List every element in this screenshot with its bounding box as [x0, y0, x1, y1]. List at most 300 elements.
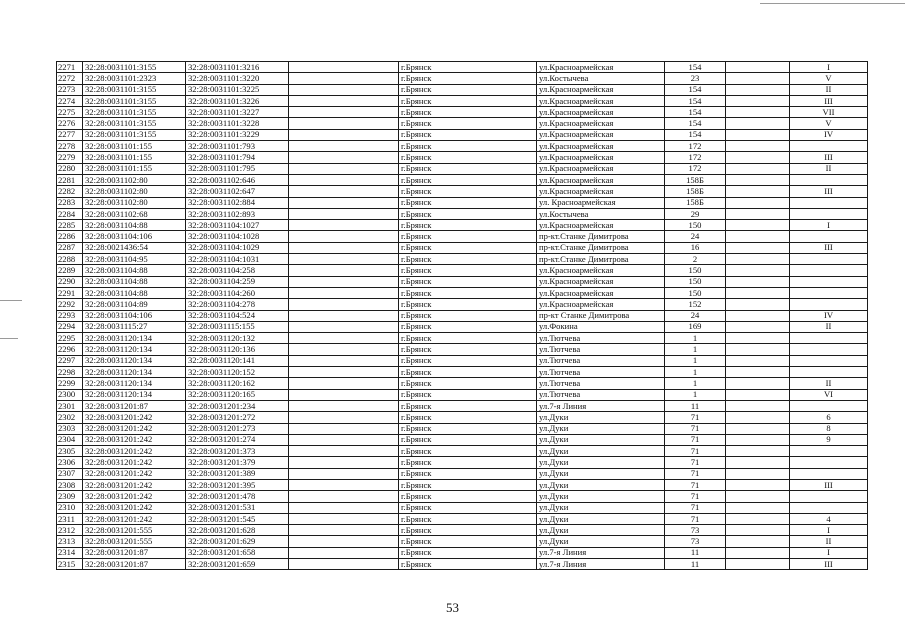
- cell-apartment: 6: [790, 412, 868, 423]
- cell-parent-cadastral-number: 32:28:0031101:3155: [83, 107, 186, 118]
- cell-row-number: 2293: [57, 310, 83, 321]
- cell-street: ул.Дуки: [537, 446, 665, 457]
- cell-row-number: 2279: [57, 152, 83, 163]
- cell-blank-cell: [289, 468, 399, 479]
- cell-blank-cell: [289, 321, 399, 332]
- cell-street: ул.Красноармейская: [537, 186, 665, 197]
- cell-blank-cell: [289, 186, 399, 197]
- cell-blank-cell: [289, 333, 399, 344]
- cell-apartment: II: [790, 378, 868, 389]
- cell-street: ул.Красноармейская: [537, 163, 665, 174]
- cell-house-number: 154: [665, 107, 726, 118]
- cell-city: г.Брянск: [399, 310, 537, 321]
- cell-apartment: [790, 141, 868, 152]
- cell-blank-cell: [726, 186, 790, 197]
- cell-apartment: [790, 446, 868, 457]
- cell-house-number: 154: [665, 129, 726, 140]
- cell-cadastral-number: 32:28:0031101:795: [186, 163, 289, 174]
- cell-row-number: 2287: [57, 242, 83, 253]
- cell-street: ул.Тютчева: [537, 333, 665, 344]
- cell-house-number: 150: [665, 220, 726, 231]
- cell-apartment: III: [790, 559, 868, 570]
- table-row: [57, 62, 868, 73]
- cell-apartment: VI: [790, 389, 868, 400]
- cell-blank-cell: [726, 333, 790, 344]
- table-row: [57, 502, 868, 513]
- cell-row-number: 2289: [57, 265, 83, 276]
- cell-apartment: [790, 367, 868, 378]
- cell-street: ул.Дуки: [537, 479, 665, 490]
- cell-city: г.Брянск: [399, 513, 537, 524]
- cell-house-number: 71: [665, 434, 726, 445]
- cell-blank-cell: [726, 355, 790, 366]
- cell-row-number: 2271: [57, 62, 83, 73]
- cell-cadastral-number: 32:28:0031101:3227: [186, 107, 289, 118]
- cell-blank-cell: [289, 344, 399, 355]
- cell-cadastral-number: 32:28:0031201:272: [186, 412, 289, 423]
- cell-cadastral-number: 32:28:0031104:260: [186, 287, 289, 298]
- cell-street: ул.Красноармейская: [537, 107, 665, 118]
- cell-apartment: [790, 276, 868, 287]
- table-row: [57, 129, 868, 140]
- cell-apartment: [790, 468, 868, 479]
- cell-street: пр-кт.Станке Димитрова: [537, 254, 665, 265]
- cell-house-number: 154: [665, 84, 726, 95]
- cell-house-number: 71: [665, 513, 726, 524]
- cell-cadastral-number: 32:28:0031102:884: [186, 197, 289, 208]
- cell-apartment: III: [790, 186, 868, 197]
- cell-row-number: 2282: [57, 186, 83, 197]
- cell-blank-cell: [289, 265, 399, 276]
- cell-house-number: 11: [665, 547, 726, 558]
- cell-blank-cell: [726, 242, 790, 253]
- cell-blank-cell: [289, 367, 399, 378]
- cell-blank-cell: [726, 559, 790, 570]
- cell-street: ул.Красноармейская: [537, 287, 665, 298]
- table-row: [57, 423, 868, 434]
- cell-row-number: 2295: [57, 333, 83, 344]
- cell-cadastral-number: 32:28:0031201:379: [186, 457, 289, 468]
- cell-blank-cell: [289, 479, 399, 490]
- cell-city: г.Брянск: [399, 457, 537, 468]
- cell-cadastral-number: 32:28:0031104:259: [186, 276, 289, 287]
- cell-house-number: 169: [665, 321, 726, 332]
- table-row: [57, 367, 868, 378]
- cell-city: г.Брянск: [399, 389, 537, 400]
- cell-city: г.Брянск: [399, 559, 537, 570]
- cell-blank-cell: [289, 242, 399, 253]
- cell-house-number: 71: [665, 412, 726, 423]
- cell-city: г.Брянск: [399, 344, 537, 355]
- cell-city: г.Брянск: [399, 299, 537, 310]
- cell-city: г.Брянск: [399, 378, 537, 389]
- cell-apartment: III: [790, 242, 868, 253]
- cell-apartment: [790, 174, 868, 185]
- cell-street: ул.Дуки: [537, 536, 665, 547]
- scan-mark: [760, 3, 905, 4]
- cell-parent-cadastral-number: 32:28:0031102:80: [83, 186, 186, 197]
- cell-street: ул.Костычева: [537, 73, 665, 84]
- table-row: [57, 434, 868, 445]
- cell-apartment: VII: [790, 107, 868, 118]
- cell-cadastral-number: 32:28:0031201:389: [186, 468, 289, 479]
- cell-row-number: 2301: [57, 400, 83, 411]
- table-row: [57, 73, 868, 84]
- cell-cadastral-number: 32:28:0031120:136: [186, 344, 289, 355]
- cell-city: г.Брянск: [399, 547, 537, 558]
- cell-house-number: 71: [665, 502, 726, 513]
- cell-blank-cell: [289, 73, 399, 84]
- cell-parent-cadastral-number: 32:28:0031104:95: [83, 254, 186, 265]
- cell-blank-cell: [289, 355, 399, 366]
- cell-apartment: II: [790, 84, 868, 95]
- cell-house-number: 11: [665, 400, 726, 411]
- cell-parent-cadastral-number: 32:28:0031104:88: [83, 287, 186, 298]
- cell-parent-cadastral-number: 32:28:0031201:87: [83, 547, 186, 558]
- cell-blank-cell: [289, 547, 399, 558]
- cell-parent-cadastral-number: 32:28:0031101:2323: [83, 73, 186, 84]
- cell-row-number: 2315: [57, 559, 83, 570]
- cell-blank-cell: [289, 174, 399, 185]
- cell-row-number: 2278: [57, 141, 83, 152]
- cell-blank-cell: [726, 525, 790, 536]
- cell-city: г.Брянск: [399, 412, 537, 423]
- cell-house-number: 1: [665, 367, 726, 378]
- cell-city: г.Брянск: [399, 186, 537, 197]
- cell-house-number: 158Б: [665, 174, 726, 185]
- cell-cadastral-number: 32:28:0031201:658: [186, 547, 289, 558]
- cell-parent-cadastral-number: 32:28:0031104:88: [83, 265, 186, 276]
- cell-street: ул.Красноармейская: [537, 276, 665, 287]
- cell-parent-cadastral-number: 32:28:0031101:3155: [83, 62, 186, 73]
- cell-row-number: 2280: [57, 163, 83, 174]
- cell-parent-cadastral-number: 32:28:0031101:3155: [83, 129, 186, 140]
- cell-apartment: [790, 287, 868, 298]
- cell-blank-cell: [726, 141, 790, 152]
- cell-street: ул.Дуки: [537, 525, 665, 536]
- cell-parent-cadastral-number: 32:28:0031201:242: [83, 412, 186, 423]
- cell-cadastral-number: 32:28:0031104:1027: [186, 220, 289, 231]
- cell-blank-cell: [726, 231, 790, 242]
- cell-city: г.Брянск: [399, 502, 537, 513]
- cell-blank-cell: [289, 107, 399, 118]
- scan-mark: [0, 300, 22, 301]
- cell-apartment: [790, 344, 868, 355]
- cell-blank-cell: [726, 400, 790, 411]
- cell-cadastral-number: 32:28:0031201:273: [186, 423, 289, 434]
- cell-city: г.Брянск: [399, 276, 537, 287]
- cell-row-number: 2276: [57, 118, 83, 129]
- cell-blank-cell: [726, 299, 790, 310]
- cell-street: ул.Дуки: [537, 412, 665, 423]
- cell-street: ул.Красноармейская: [537, 220, 665, 231]
- cell-blank-cell: [289, 118, 399, 129]
- cell-city: г.Брянск: [399, 107, 537, 118]
- cell-parent-cadastral-number: 32:28:0031201:242: [83, 468, 186, 479]
- table-row: [57, 95, 868, 106]
- cell-blank-cell: [289, 457, 399, 468]
- cell-street: ул.Красноармейская: [537, 84, 665, 95]
- cell-blank-cell: [289, 220, 399, 231]
- cell-blank-cell: [289, 299, 399, 310]
- cell-blank-cell: [726, 84, 790, 95]
- cell-blank-cell: [289, 62, 399, 73]
- cell-blank-cell: [726, 152, 790, 163]
- cell-apartment: I: [790, 547, 868, 558]
- cell-blank-cell: [289, 152, 399, 163]
- cell-city: г.Брянск: [399, 141, 537, 152]
- cell-city: г.Брянск: [399, 163, 537, 174]
- cell-street: ул.Дуки: [537, 502, 665, 513]
- cell-apartment: II: [790, 321, 868, 332]
- cell-city: г.Брянск: [399, 208, 537, 219]
- cell-house-number: 71: [665, 468, 726, 479]
- table-row: [57, 163, 868, 174]
- cell-cadastral-number: 32:28:0031201:478: [186, 491, 289, 502]
- cell-parent-cadastral-number: 32:28:0031120:134: [83, 333, 186, 344]
- cell-blank-cell: [289, 446, 399, 457]
- cell-cadastral-number: 32:28:0031120:162: [186, 378, 289, 389]
- cell-parent-cadastral-number: 32:28:0031102:80: [83, 174, 186, 185]
- table-row: [57, 254, 868, 265]
- table-row: [57, 479, 868, 490]
- cell-street: ул.Красноармейская: [537, 265, 665, 276]
- cell-street: ул.Дуки: [537, 457, 665, 468]
- cell-cadastral-number: 32:28:0031102:646: [186, 174, 289, 185]
- cell-row-number: 2313: [57, 536, 83, 547]
- cell-street: ул.7-я Линия: [537, 547, 665, 558]
- cell-parent-cadastral-number: 32:28:0031120:134: [83, 389, 186, 400]
- cell-parent-cadastral-number: 32:28:0031101:3155: [83, 95, 186, 106]
- page-number: 53: [446, 600, 459, 615]
- cell-cadastral-number: 32:28:0031120:152: [186, 367, 289, 378]
- cell-parent-cadastral-number: 32:28:0031120:134: [83, 344, 186, 355]
- cell-cadastral-number: 32:28:0031201:628: [186, 525, 289, 536]
- cell-street: ул.Костычева: [537, 208, 665, 219]
- cell-blank-cell: [289, 423, 399, 434]
- cell-city: г.Брянск: [399, 62, 537, 73]
- cell-house-number: 1: [665, 344, 726, 355]
- cell-apartment: 4: [790, 513, 868, 524]
- cell-city: г.Брянск: [399, 118, 537, 129]
- table-row: [57, 231, 868, 242]
- cell-house-number: 71: [665, 491, 726, 502]
- cell-blank-cell: [726, 276, 790, 287]
- table-row: [57, 412, 868, 423]
- table-row: [57, 220, 868, 231]
- table-row: [57, 491, 868, 502]
- cell-row-number: 2294: [57, 321, 83, 332]
- cell-parent-cadastral-number: 32:28:0031101:3155: [83, 84, 186, 95]
- cell-city: г.Брянск: [399, 254, 537, 265]
- cell-apartment: [790, 254, 868, 265]
- cell-blank-cell: [289, 129, 399, 140]
- cell-blank-cell: [726, 163, 790, 174]
- cell-parent-cadastral-number: 32:28:0031201:242: [83, 502, 186, 513]
- cell-blank-cell: [726, 265, 790, 276]
- cell-blank-cell: [289, 208, 399, 219]
- cell-city: г.Брянск: [399, 400, 537, 411]
- cell-blank-cell: [726, 62, 790, 73]
- cell-parent-cadastral-number: 32:28:0031101:155: [83, 141, 186, 152]
- cell-blank-cell: [726, 174, 790, 185]
- cell-parent-cadastral-number: 32:28:0021436:54: [83, 242, 186, 253]
- cell-row-number: 2309: [57, 491, 83, 502]
- cell-blank-cell: [289, 95, 399, 106]
- cell-row-number: 2275: [57, 107, 83, 118]
- cell-city: г.Брянск: [399, 355, 537, 366]
- cell-blank-cell: [726, 479, 790, 490]
- cell-city: г.Брянск: [399, 84, 537, 95]
- cell-cadastral-number: 32:28:0031201:234: [186, 400, 289, 411]
- cell-apartment: II: [790, 163, 868, 174]
- cell-parent-cadastral-number: 32:28:0031104:88: [83, 276, 186, 287]
- cell-city: г.Брянск: [399, 95, 537, 106]
- cell-house-number: 1: [665, 355, 726, 366]
- cell-row-number: 2306: [57, 457, 83, 468]
- cell-house-number: 71: [665, 457, 726, 468]
- cell-apartment: III: [790, 479, 868, 490]
- cell-blank-cell: [726, 491, 790, 502]
- cell-cadastral-number: 32:28:0031120:165: [186, 389, 289, 400]
- cell-city: г.Брянск: [399, 423, 537, 434]
- cell-row-number: 2283: [57, 197, 83, 208]
- table-row: [57, 107, 868, 118]
- cell-blank-cell: [726, 95, 790, 106]
- table-row: [57, 118, 868, 129]
- cell-blank-cell: [289, 378, 399, 389]
- cell-blank-cell: [289, 287, 399, 298]
- cell-cadastral-number: 32:28:0031115:155: [186, 321, 289, 332]
- cell-house-number: 154: [665, 95, 726, 106]
- cell-blank-cell: [289, 197, 399, 208]
- table-row: [57, 333, 868, 344]
- cell-blank-cell: [289, 310, 399, 321]
- cell-blank-cell: [289, 389, 399, 400]
- cell-city: г.Брянск: [399, 434, 537, 445]
- cell-house-number: 154: [665, 62, 726, 73]
- cell-street: ул.Тютчева: [537, 378, 665, 389]
- cell-city: г.Брянск: [399, 174, 537, 185]
- cell-blank-cell: [289, 513, 399, 524]
- cell-blank-cell: [726, 457, 790, 468]
- cell-parent-cadastral-number: 32:28:0031102:80: [83, 197, 186, 208]
- cell-parent-cadastral-number: 32:28:0031201:242: [83, 491, 186, 502]
- cell-row-number: 2291: [57, 287, 83, 298]
- cell-row-number: 2300: [57, 389, 83, 400]
- cell-parent-cadastral-number: 32:28:0031201:242: [83, 423, 186, 434]
- cell-apartment: V: [790, 73, 868, 84]
- cell-house-number: 2: [665, 254, 726, 265]
- cell-parent-cadastral-number: 32:28:0031101:3155: [83, 118, 186, 129]
- cell-city: г.Брянск: [399, 367, 537, 378]
- cell-street: ул.Красноармейская: [537, 152, 665, 163]
- cell-street: пр-кт.Станке Димитрова: [537, 242, 665, 253]
- cell-blank-cell: [289, 400, 399, 411]
- cell-row-number: 2299: [57, 378, 83, 389]
- cell-cadastral-number: 32:28:0031201:659: [186, 559, 289, 570]
- table-row: [57, 141, 868, 152]
- table-row: [57, 265, 868, 276]
- cell-street: ул.Фокина: [537, 321, 665, 332]
- cell-blank-cell: [726, 378, 790, 389]
- cell-city: г.Брянск: [399, 231, 537, 242]
- cell-row-number: 2288: [57, 254, 83, 265]
- cell-cadastral-number: 32:28:0031101:3220: [186, 73, 289, 84]
- cell-house-number: 150: [665, 276, 726, 287]
- cell-house-number: 154: [665, 118, 726, 129]
- cell-blank-cell: [289, 412, 399, 423]
- cell-cadastral-number: 32:28:0031101:794: [186, 152, 289, 163]
- cell-house-number: 73: [665, 536, 726, 547]
- cell-parent-cadastral-number: 32:28:0031201:555: [83, 525, 186, 536]
- cell-house-number: 16: [665, 242, 726, 253]
- cell-blank-cell: [289, 231, 399, 242]
- cell-blank-cell: [726, 423, 790, 434]
- cell-street: ул.Красноармейская: [537, 174, 665, 185]
- cell-street: ул.7-я Линия: [537, 400, 665, 411]
- table-row: [57, 446, 868, 457]
- cell-row-number: 2281: [57, 174, 83, 185]
- cell-house-number: 24: [665, 231, 726, 242]
- cell-street: ул.Красноармейская: [537, 95, 665, 106]
- cell-row-number: 2296: [57, 344, 83, 355]
- table-row: [57, 276, 868, 287]
- cell-house-number: 71: [665, 446, 726, 457]
- cell-row-number: 2312: [57, 525, 83, 536]
- cell-blank-cell: [289, 502, 399, 513]
- cell-parent-cadastral-number: 32:28:0031102:68: [83, 208, 186, 219]
- cell-blank-cell: [726, 287, 790, 298]
- cell-blank-cell: [726, 73, 790, 84]
- cell-house-number: 71: [665, 479, 726, 490]
- cell-apartment: 8: [790, 423, 868, 434]
- cell-cadastral-number: 32:28:0031201:531: [186, 502, 289, 513]
- cell-cadastral-number: 32:28:0031102:893: [186, 208, 289, 219]
- cell-cadastral-number: 32:28:0031201:545: [186, 513, 289, 524]
- cell-cadastral-number: 32:28:0031104:1029: [186, 242, 289, 253]
- cell-row-number: 2304: [57, 434, 83, 445]
- cell-parent-cadastral-number: 32:28:0031201:555: [83, 536, 186, 547]
- cell-parent-cadastral-number: 32:28:0031201:242: [83, 446, 186, 457]
- table-row: [57, 547, 868, 558]
- cell-row-number: 2286: [57, 231, 83, 242]
- table-row: [57, 389, 868, 400]
- cell-parent-cadastral-number: 32:28:0031201:242: [83, 434, 186, 445]
- cell-blank-cell: [726, 107, 790, 118]
- cell-blank-cell: [726, 310, 790, 321]
- cell-city: г.Брянск: [399, 265, 537, 276]
- cell-apartment: V: [790, 118, 868, 129]
- cell-blank-cell: [726, 502, 790, 513]
- cell-house-number: 11: [665, 559, 726, 570]
- cell-cadastral-number: 32:28:0031101:793: [186, 141, 289, 152]
- cell-cadastral-number: 32:28:0031101:3225: [186, 84, 289, 95]
- cell-city: г.Брянск: [399, 536, 537, 547]
- cell-cadastral-number: 32:28:0031120:141: [186, 355, 289, 366]
- cell-city: г.Брянск: [399, 287, 537, 298]
- cell-cadastral-number: 32:28:0031201:274: [186, 434, 289, 445]
- cell-cadastral-number: 32:28:0031201:629: [186, 536, 289, 547]
- cell-street: ул.Дуки: [537, 468, 665, 479]
- cell-blank-cell: [726, 468, 790, 479]
- cell-parent-cadastral-number: 32:28:0031120:134: [83, 367, 186, 378]
- cell-apartment: [790, 491, 868, 502]
- table-row: [57, 457, 868, 468]
- cell-house-number: 150: [665, 287, 726, 298]
- cell-street: ул.Тютчева: [537, 389, 665, 400]
- cell-apartment: I: [790, 525, 868, 536]
